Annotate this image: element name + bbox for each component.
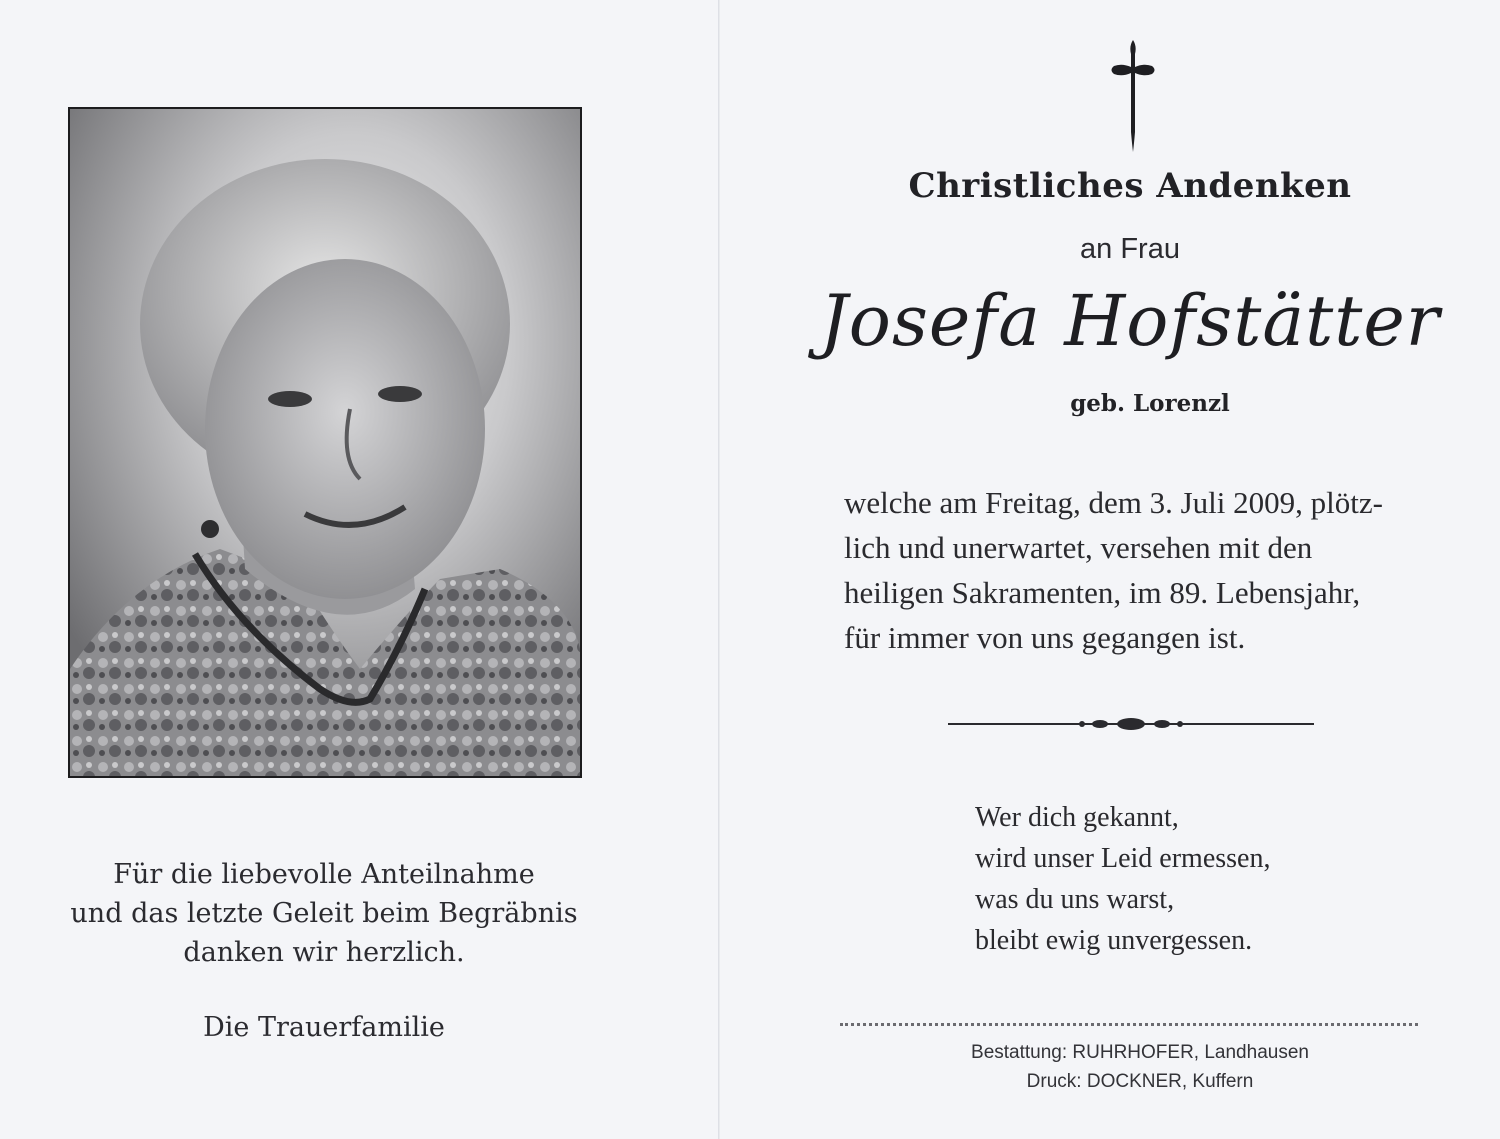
portrait-photo [68, 107, 582, 778]
card-heading: Christliches Andenken [908, 166, 1352, 206]
maiden-name: geb. Lorenzl [1070, 390, 1230, 417]
ornamental-divider-icon [948, 712, 1314, 736]
credits [880, 1038, 1400, 1096]
right-panel [720, 0, 1500, 1139]
salutation: an Frau [1080, 233, 1180, 265]
portrait-image [70, 109, 580, 776]
death-announcement [844, 480, 1424, 660]
funeral-home-credit: Bestattung: RUHRHOFER, Landhausen [971, 1042, 1309, 1063]
left-panel [0, 0, 718, 1139]
thanks-line: und das letzte Geleit beim Begräbnis [70, 898, 578, 929]
announcement-line: welche am Freitag, dem 3. Juli 2009, plötz- [844, 485, 1383, 520]
announcement-line: lich und unerwartet, versehen mit den [844, 530, 1313, 565]
announcement-line: für immer von uns gegangen ist. [844, 620, 1246, 655]
cross-icon [1108, 40, 1158, 152]
poem-line: was du uns warst, [975, 884, 1175, 915]
poem-line: wird unser Leid ermessen, [975, 843, 1271, 874]
thanks-line: Für die liebevolle Anteilnahme [113, 859, 535, 890]
family-signature: Die Trauerfamilie [203, 1012, 445, 1043]
printer-credit: Druck: DOCKNER, Kuffern [1026, 1071, 1254, 1092]
dotted-separator [840, 1023, 1418, 1026]
poem-line: Wer dich gekannt, [975, 802, 1179, 833]
deceased-name: Josefa Hofstätter [819, 280, 1441, 362]
thanks-line: danken wir herzlich. [183, 937, 465, 968]
memorial-poem [975, 797, 1395, 961]
thanks-message [40, 855, 608, 972]
announcement-line: heiligen Sakramenten, im 89. Lebensjahr, [844, 575, 1361, 610]
poem-line: bleibt ewig unvergessen. [975, 925, 1253, 956]
